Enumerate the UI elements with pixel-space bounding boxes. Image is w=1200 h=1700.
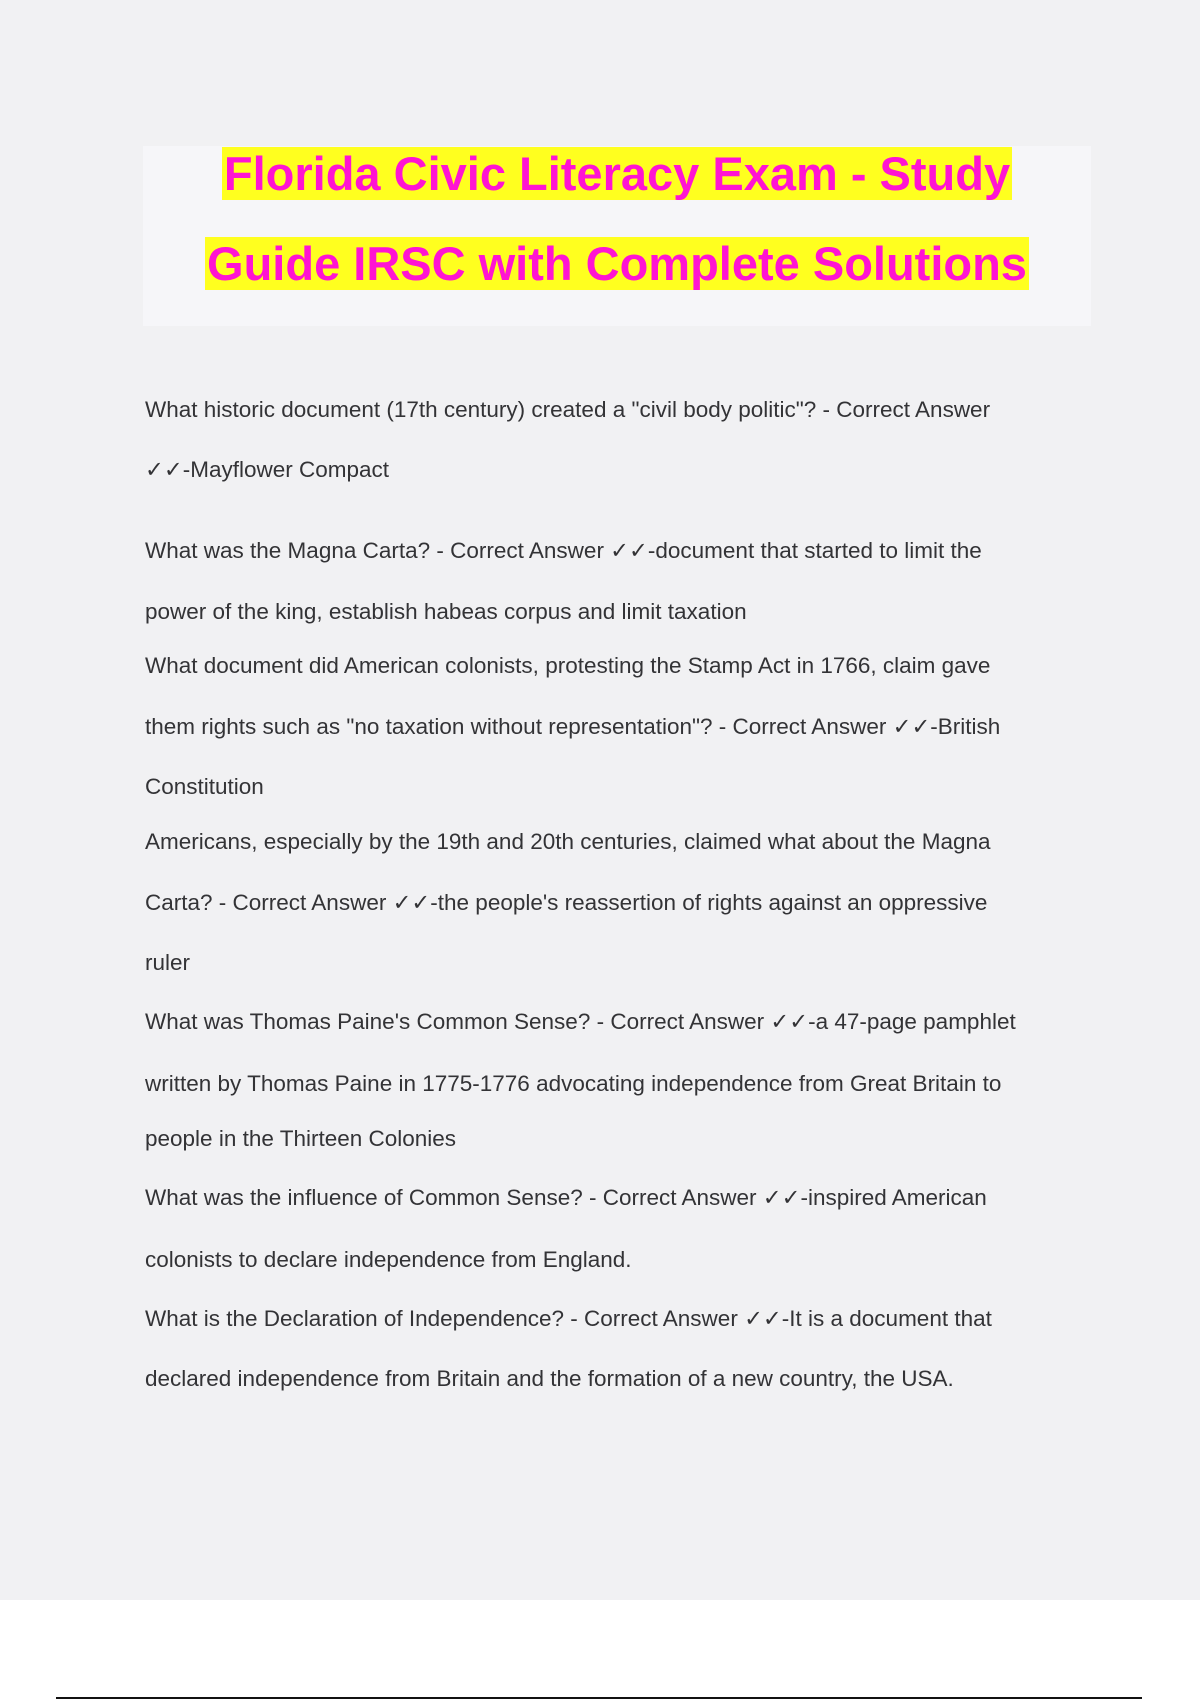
title-banner xyxy=(143,146,1091,326)
footer-rule xyxy=(56,1697,1142,1699)
document-page: Florida Civic Literacy Exam - Study Guide IRSC with Complete Solutions What historic document (17th century) created a "civil body politic"? - Correct Answer ✓✓-Mayflower Compact What was the Magna Carta? - Correct Answer ✓✓-document that started to limit the power of the king, establish habeas corpus and limit taxation What document did American colonists, protesting the Stamp Act in 1766, claim gave them rights such as "no taxation without representation"? - Correct Answer ✓✓-British Constitution Americans, especially by the 19th and 20th centuries, claimed what about the Magna Carta? - Correct Answer ✓✓-the people's reassertion of rights against an oppressive ruler What was Thomas Paine's Common Sense? - Correct Answer ✓✓-a 47-page pamphlet written by Thomas Paine in 1775-1776 advocating independence from Great Britain to people in the Thirteen Colonies What was the influence of Common Sense? - Correct Answer ✓✓-inspired American colonists to declare independence from England. What is the Declaration of Independence? - Correct Answer ✓✓-It is a document that declared independence from Britain and the formation of a new country, the USA. xyxy=(0,0,1200,1600)
title-line-2: Guide IRSC with Complete Solutions xyxy=(207,237,1027,290)
title-line-1: Florida Civic Literacy Exam - Study xyxy=(223,147,1011,200)
